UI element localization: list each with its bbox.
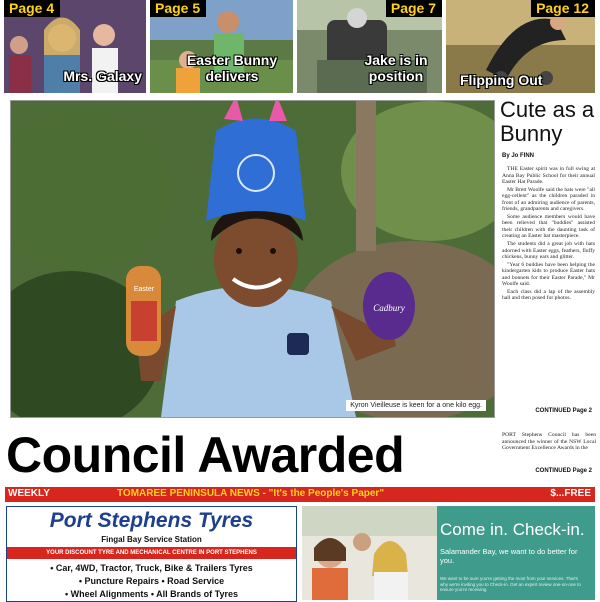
story-paragraph: THE Easter spirit was in full swing at Anna Bay Public School for their annual Easter Hat Parade. <box>502 166 595 186</box>
ad-checkin-title: Come in. Check-in. <box>440 520 585 539</box>
band-left: WEEKLY <box>8 488 50 499</box>
boy-with-easter-hat-illustration <box>11 101 494 417</box>
ad-line: • Car, 4WD, Tractor, Truck, Bike & Trailers Tyres <box>50 563 253 573</box>
ad-check-in[interactable] <box>302 506 595 600</box>
egg-label: Cadbury <box>373 303 405 313</box>
teaser-caption: Flipping Out <box>460 72 543 88</box>
story-continued-link[interactable]: CONTINUED Page 2 <box>535 408 592 414</box>
council-text: PORT Stephens Council has been announced the winner of the NSW Local Government Excellence Awards in the <box>502 432 596 452</box>
photo-caption: Kyron Vieilleuse is keen for a one kilo egg. <box>346 400 486 411</box>
story-paragraph: Some audience members would have been relieved that "buddies" assisted their children with the daunting task of creating an Easter hat masterpiece. <box>502 213 595 240</box>
story-paragraph: "Year 6 buddies have been helping the kindergarten kids to produce Easter hats and bonnets for their Easter Parade," Mr Woolfe said. <box>502 261 595 288</box>
ad-checkin-body: Salamander Bay, we want to do better for you. <box>440 547 578 565</box>
ad-checkin-fine-print: We want to be sure you're getting the most from your services. That's why we're inviting you to Check-in. Get an expert review one-on-one to ensure you're receiving <box>440 576 581 593</box>
story-headline: Cute as a Bunny <box>500 97 595 146</box>
ad-line: • Wheel Alignments • All Brands of Tyres <box>65 589 238 599</box>
story-body <box>502 166 595 402</box>
teaser-page-label: Page 12 <box>531 0 595 17</box>
teaser-page-5[interactable] <box>150 0 293 93</box>
story-paragraph: Each class did a lap of the assembly hall and then posed for photos. <box>502 288 595 302</box>
story-byline: By Jo FINN <box>502 153 535 159</box>
council-headline: Council Awarded <box>6 427 405 483</box>
story-paragraph: The students did a great job with hats adorned with Easter eggs, feathers, fluffy chickens, bunny ears and glitter. <box>502 241 595 261</box>
masthead-band <box>5 487 595 502</box>
ad-title: Port Stephens Tyres <box>49 509 254 532</box>
ad-bar: YOUR DISCOUNT TYRE AND MECHANICAL CENTRE IN PORT STEPHENS <box>7 547 296 559</box>
teaser-caption: Jake is in position <box>364 52 428 84</box>
council-continued-link[interactable]: CONTINUED Page 2 <box>535 468 592 474</box>
band-center: TOMAREE PENINSULA NEWS - "It's the People's Paper" <box>117 488 385 499</box>
teaser-page-4[interactable] <box>4 0 146 93</box>
band-right: $...FREE <box>550 488 591 499</box>
teaser-caption: Easter Bunny delivers <box>186 52 278 84</box>
teaser-page-label: Page 5 <box>150 0 206 17</box>
ad-subtitle: Fingal Bay Service Station <box>101 535 202 544</box>
teaser-page-12[interactable] <box>446 0 595 93</box>
ad-port-stephens-tyres[interactable] <box>6 506 297 602</box>
story-paragraph: Mr Brett Woolfe said the hats were "all egg-cellent" as the children paraded in front of an admiring audience of parents, friends, grandparents and caregivers. <box>502 186 595 213</box>
teaser-page-label: Page 4 <box>4 0 60 17</box>
bunny-label: Easter <box>133 286 155 293</box>
main-photo <box>10 100 495 418</box>
teaser-page-7[interactable] <box>297 0 442 93</box>
ad-line: • Puncture Repairs • Road Service <box>78 576 225 586</box>
ad-people-photo <box>302 506 437 600</box>
teaser-caption: Mrs. Galaxy <box>63 68 142 84</box>
teaser-page-label: Page 7 <box>386 0 442 17</box>
